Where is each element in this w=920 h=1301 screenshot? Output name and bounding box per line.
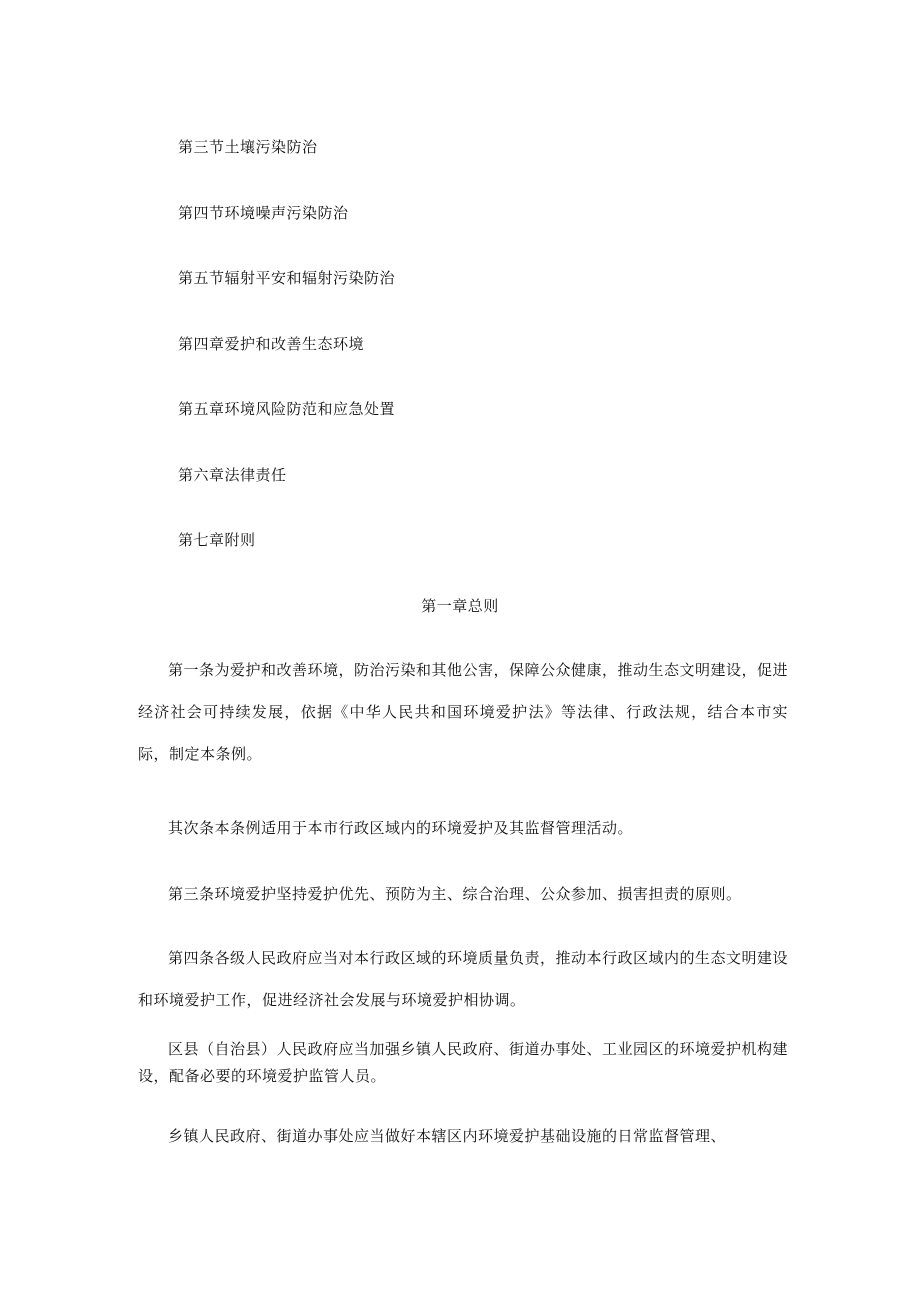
chapter-title: 第一章总则: [421, 597, 499, 615]
toc-item-chapter-5: 第五章环境风险防范和应急处置: [178, 400, 396, 418]
article-4-clause-3: 乡镇人民政府、街道办事处应当做好本辖区内环境爱护基础设施的日常监督管理、: [168, 1127, 727, 1145]
toc-item-section-4: 第四节环境噪声污染防治: [178, 204, 349, 222]
article-4: 第四条各级人民政府应当对本行政区域的环境质量负责，推动本行政区域内的生态文明建设和环境爱护工作，促进经济社会发展与环境爱护相协调。: [138, 949, 789, 1009]
article-3: 第三条环境爱护坚持爱护优先、预防为主、综合治理、公众参加、损害担责的原则。: [168, 885, 742, 903]
toc-item-section-5: 第五节辐射平安和辐射污染防治: [178, 269, 396, 287]
toc-item-chapter-4: 第四章爱护和改善生态环境: [178, 335, 365, 353]
article-1: 第一条为爱护和改善环境，防治污染和其他公害，保障公众健康，推动生态文明建设，促进经济社会可持续发展，依据《中华人民共和国环境爱护法》等法律、行政法规，结合本市实际，制定本条例。: [138, 661, 789, 763]
toc-item-chapter-7: 第七章附则: [178, 531, 256, 549]
toc-item-section-3: 第三节土壤污染防治: [178, 138, 318, 156]
article-2: 其次条本条例适用于本市行政区域内的环境爱护及其监督管理活动。: [168, 819, 634, 837]
article-4-clause-2: 区县（自治县）人民政府应当加强乡镇人民政府、街道办事处、工业园区的环境爱护机构建设，配备必要的环境爱护监管人员。: [138, 1040, 789, 1085]
toc-item-chapter-6: 第六章法律责任: [178, 466, 287, 484]
